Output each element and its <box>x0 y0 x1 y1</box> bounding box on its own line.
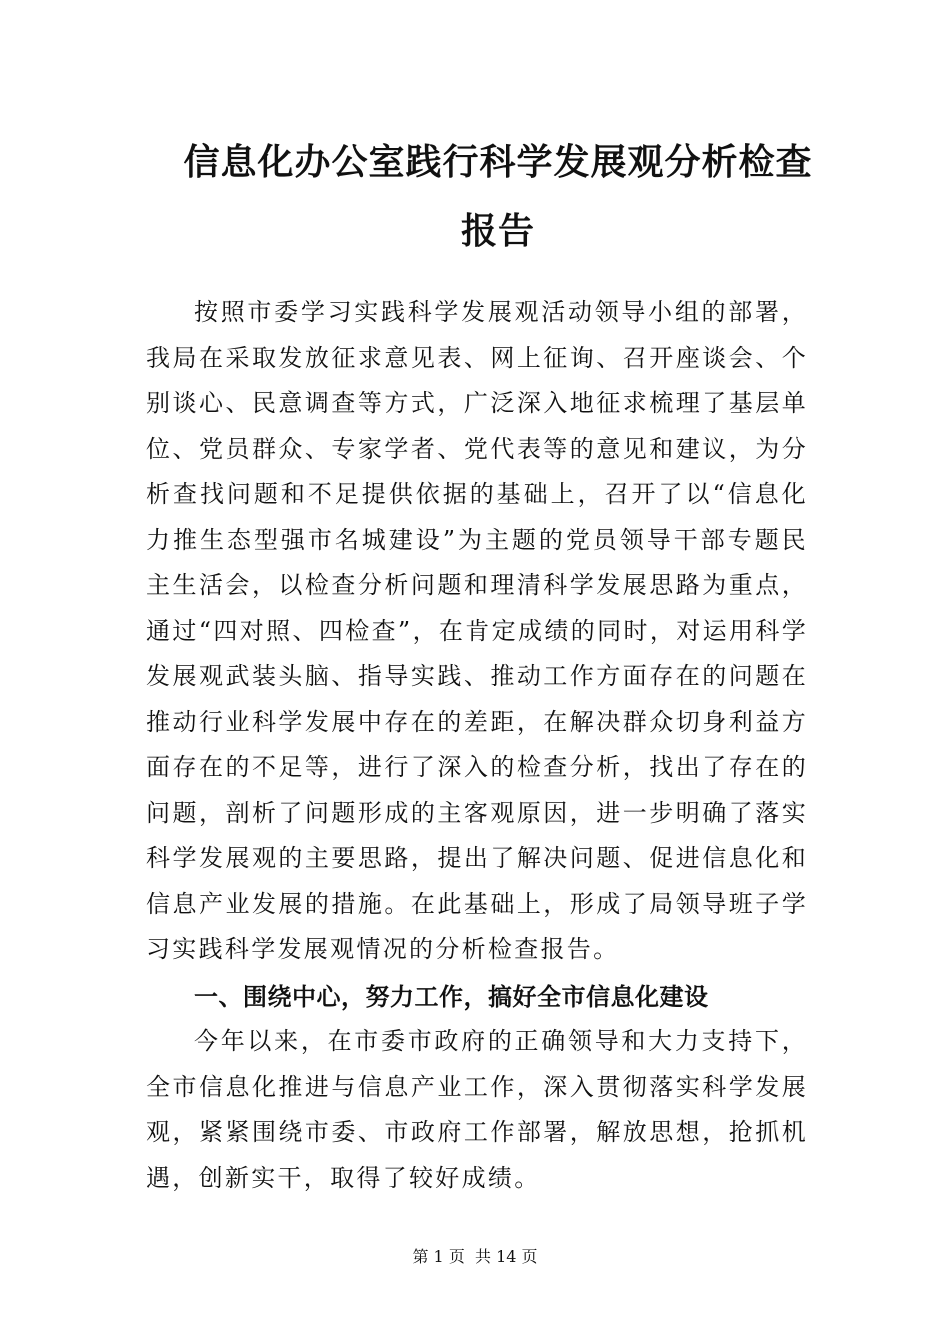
body-paragraph-1: 按照市委学习实践科学发展观活动领导小组的部署，我局在采取发放征求意见表、网上征询、召开座谈会、个别谈心、民意调查等方式，广泛深入地征求梳理了基层单位、党员群众、专家学者、党代表等的意见和建议，为分析查找问题和不足提供依据的基础上，召开了以“信息化力推生态型强市名城建设”为主题的党员领导干部专题民主生活会，以检查分析问题和理清科学发展思路为重点，通过“四对照、四检查”，在肯定成绩的同时，对运用科学发展观武装头脑、指导实践、推动工作方面存在的问题在推动行业科学发展中存在的差距，在解决群众切身利益方面存在的不足等，进行了深入的检查分析，找出了存在的问题，剖析了问题形成的主客观原因，进一步明确了落实科学发展观的主要思路，提出了解决问题、促进信息化和信息产业发展的措施。在此基础上，形成了局领导班子学习实践科学发展观情况的分析检查报告。 <box>146 298 808 963</box>
page-footer <box>0 1244 950 1267</box>
document-title-line2: 报告 <box>460 211 535 252</box>
body-paragraph-1-container <box>146 290 808 973</box>
document-title-line1: 信息化办公室践行科学发展观分析检查 <box>183 142 813 183</box>
page-number-label: 第 1 页 共 14 页 <box>412 1247 538 1266</box>
body-paragraph-2: 今年以来，在市委市政府的正确领导和大力支持下，全市信息化推进与信息产业工作，深入贯彻落实科学发展观，紧紧围绕市委、市政府工作部署，解放思想，抢抓机遇，创新实干，取得了较好成绩。 <box>146 1027 808 1192</box>
body-paragraph-2-container <box>146 1019 808 1201</box>
section-heading-1: 一、围绕中心，努力工作，搞好全市信息化建设 <box>194 983 709 1011</box>
